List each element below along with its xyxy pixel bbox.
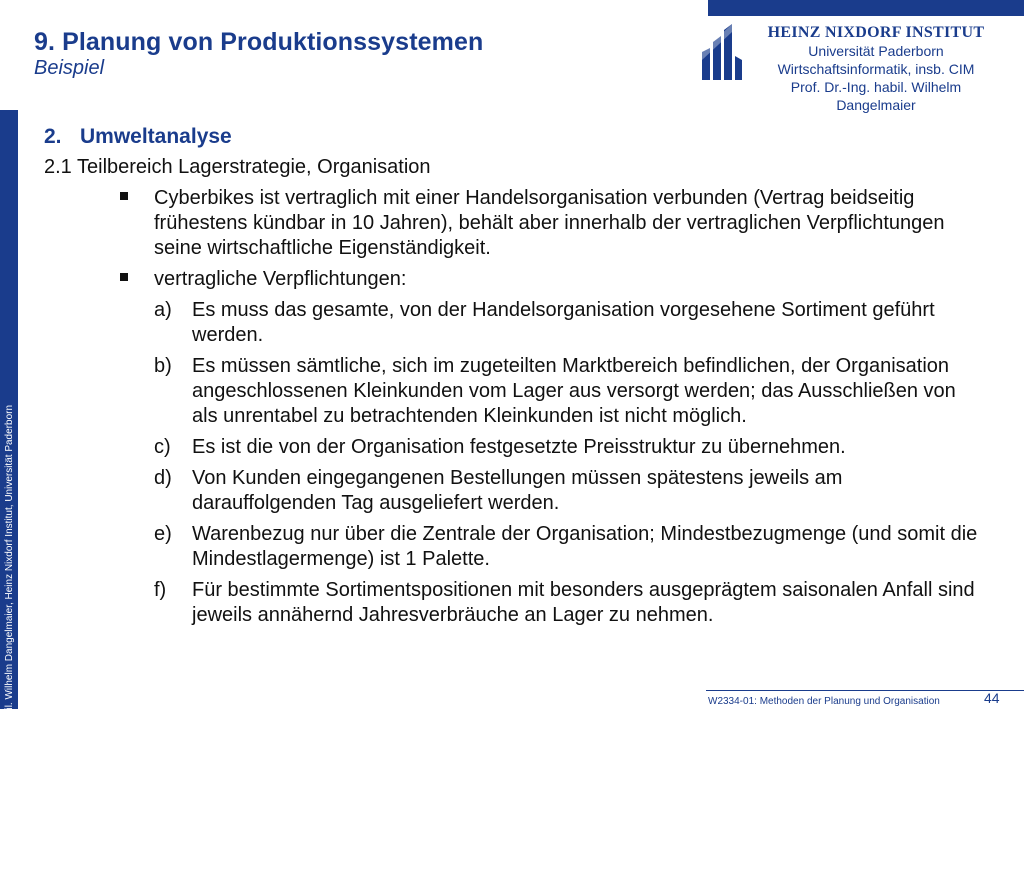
institute-department: Wirtschaftsinformatik, insb. CIM: [777, 61, 975, 77]
slide-content: [44, 124, 984, 628]
footer-divider: [706, 690, 1024, 691]
institute-name: HEINZ NIXDORF INSTITUT: [767, 24, 985, 41]
bullet-item: [44, 186, 984, 261]
title-block: [34, 28, 483, 80]
page-number: 44: [984, 690, 1000, 706]
institute-info: [752, 24, 1000, 114]
list-item-text: Für bestimmte Sortimentspositionen mit besonders ausgeprägtem saisonalen Anfall sind jeweils annähernd Jahresverbräuche an Lager zu nehmen.: [192, 579, 975, 626]
list-item: [44, 466, 984, 516]
course-title: W2334-01: Methoden der Planung und Organisation: [708, 696, 940, 707]
list-item-text: Es muss das gesamte, von der Handelsorganisation vorgesehene Sortiment geführt werden.: [192, 299, 935, 346]
square-bullet-icon: [120, 273, 128, 281]
institute-logo-icon: [700, 22, 744, 82]
copyright-text: © Prof. Dr.-Ing habil. Wilhelm Dangelmaier, Heinz Nixdorf Institut, Universität Paderborn: [4, 404, 15, 794]
list-item-label: c): [154, 436, 171, 458]
list-item: [44, 298, 984, 348]
section-title: Umweltanalyse: [80, 125, 232, 148]
list-item-text: Es müssen sämtliche, sich im zugeteilten Marktbereich befindlichen, der Organisation angeschlossenen Kleinkunden vom Lager aus versorgt werden; das Ausschließen von als unrentabel zu betrachtenden Kleinkunden ist nicht möglich.: [192, 355, 956, 427]
subsection-heading: 2.1 Teilbereich Lagerstrategie, Organisation: [44, 156, 431, 178]
list-item-text: Es ist die von der Organisation festgesetzte Preisstruktur zu übernehmen.: [192, 436, 846, 458]
list-item-label: b): [154, 355, 172, 377]
list-item: [44, 578, 984, 628]
list-item-label: a): [154, 299, 172, 321]
section-number: 2.: [44, 125, 62, 148]
bullet-text: vertragliche Verpflichtungen:: [154, 268, 407, 290]
institute-university: Universität Paderborn: [808, 43, 944, 59]
bullet-item: [44, 267, 984, 292]
list-item: [44, 435, 984, 460]
slide-subtitle: Beispiel: [34, 57, 105, 79]
square-bullet-icon: [120, 192, 128, 200]
institute-professor: Prof. Dr.-Ing. habil. Wilhelm Dangelmaier: [790, 79, 962, 113]
list-item-label: d): [154, 467, 172, 489]
section-heading: [44, 124, 984, 149]
list-item: [44, 522, 984, 572]
top-accent-bar: [708, 0, 1024, 16]
bullet-text: Cyberbikes ist vertraglich mit einer Handelsorganisation verbunden (Vertrag beidseitig frühestens kündbar in 10 Jahren), behält aber innerhalb der vertraglichen Verpflichtungen seine wirtschaftliche Eigenständigkeit.: [154, 187, 945, 259]
list-item: [44, 354, 984, 429]
list-item-label: e): [154, 523, 172, 545]
slide-title: 9. Planung von Produktionssystemen: [34, 28, 484, 56]
left-sidebar: [0, 110, 18, 794]
list-item-label: f): [154, 579, 167, 601]
list-item-text: Warenbezug nur über die Zentrale der Organisation; Mindestbezugmenge (und somit die Mindestlagermenge) ist 1 Palette.: [192, 523, 978, 570]
list-item-text: Von Kunden eingegangenen Bestellungen müssen spätestens jeweils am darauffolgenden Tag ausgeliefert werden.: [192, 467, 843, 514]
